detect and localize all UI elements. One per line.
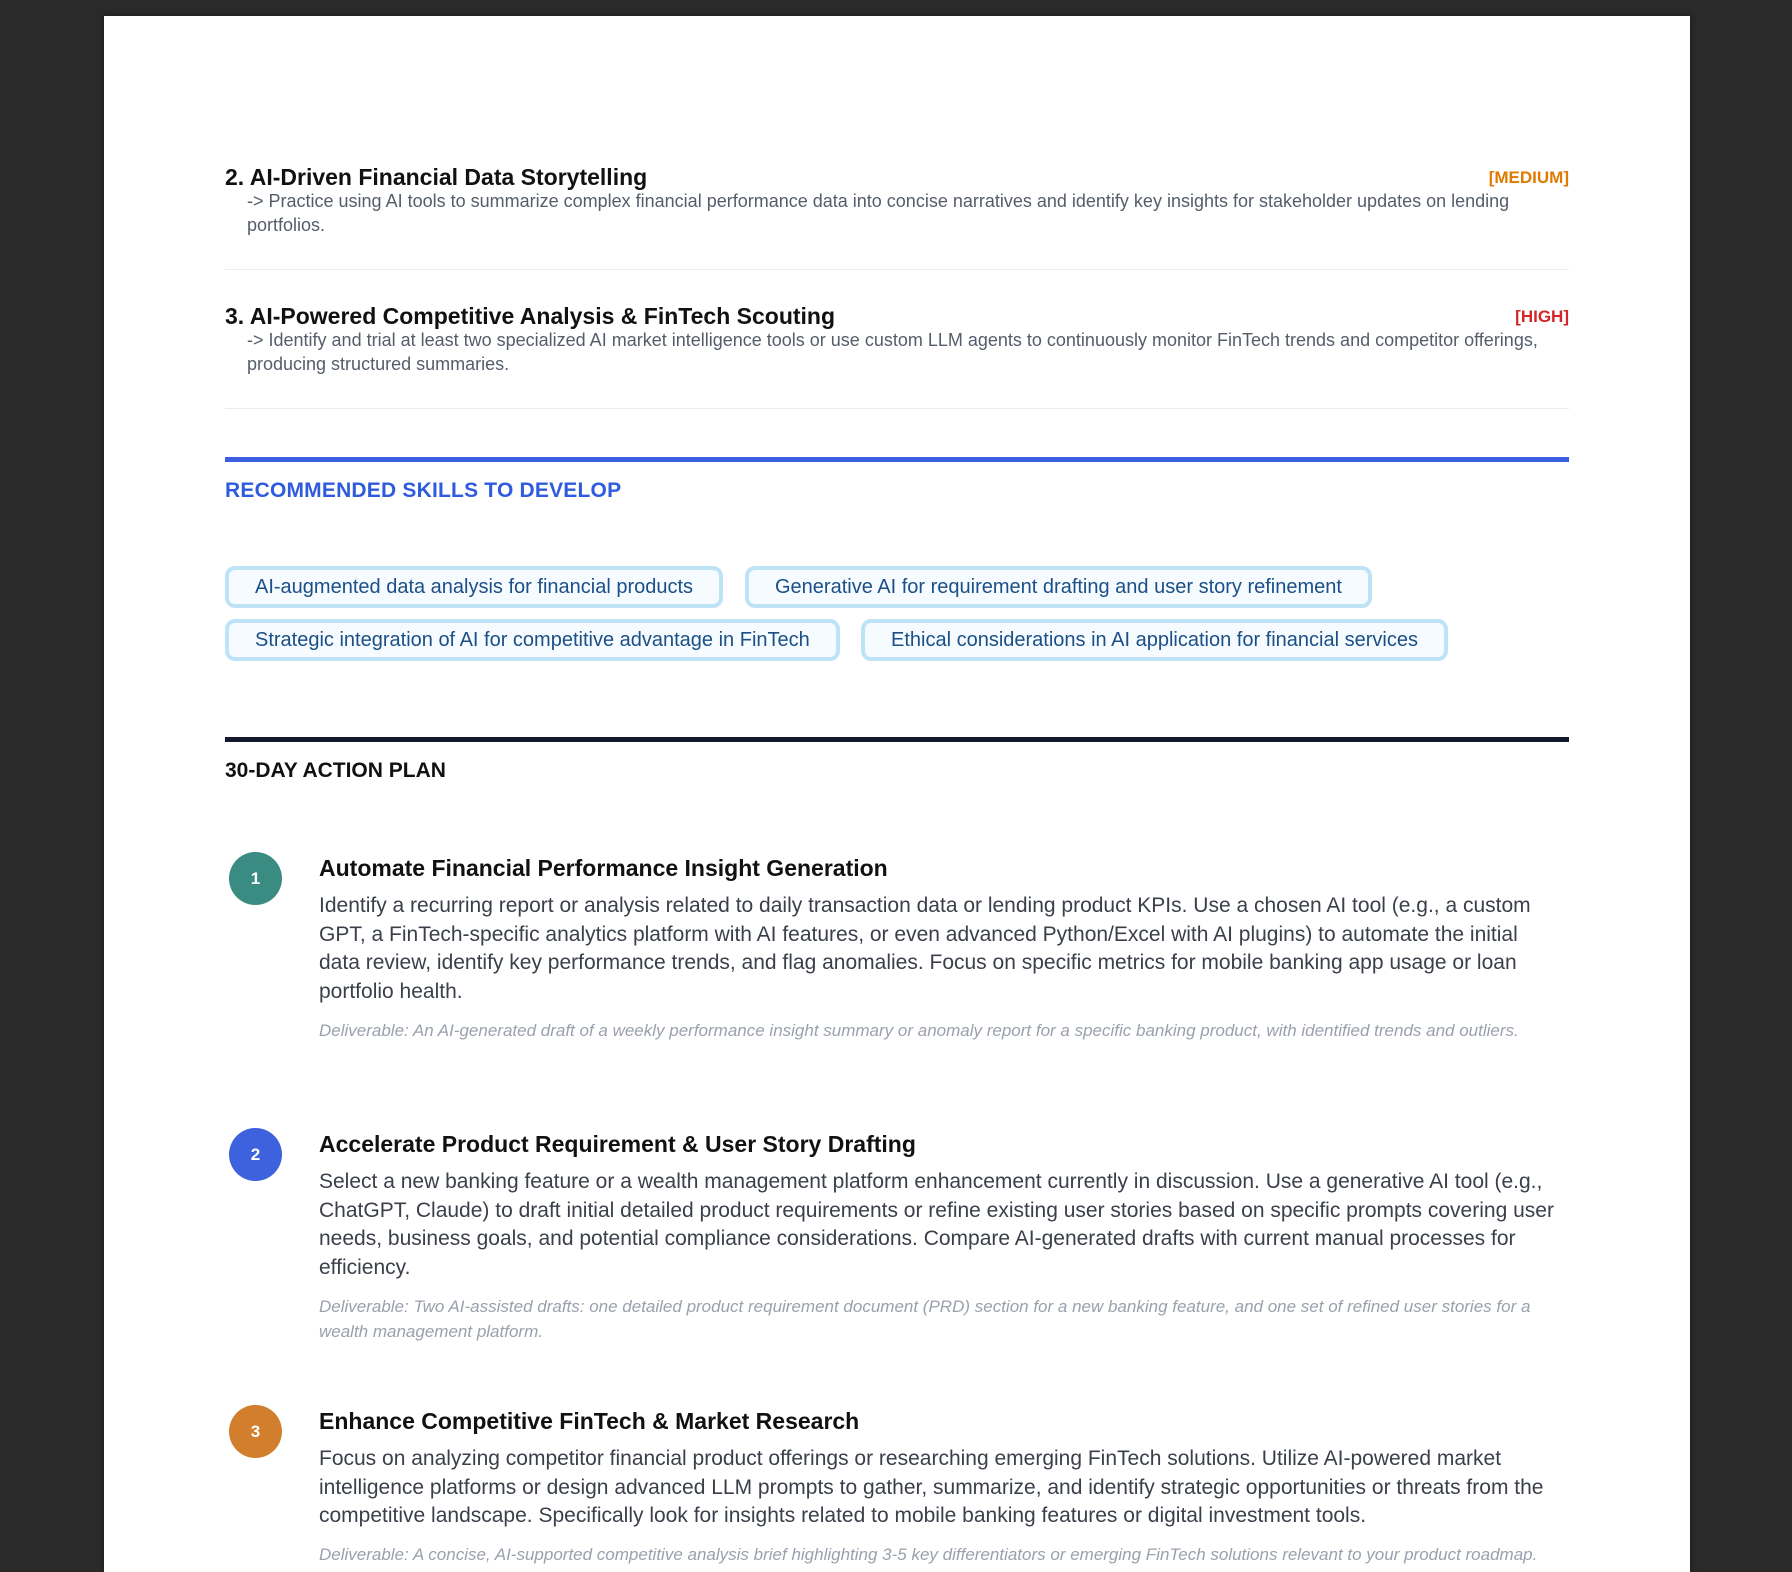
- priority-title: 2. AI-Driven Financial Data Storytelling: [225, 164, 648, 190]
- priority-item-2: [225, 164, 1569, 270]
- step-description: Select a new banking feature or a wealth management platform enhancement currently in discussion. Use a generative AI tool (e.g., ChatGPT, Claude) to draft initial detailed product requirements or refine existing user stories based on specific prompts covering user needs, business goals, and potential compliance considerations. Compare AI-generated drafts with current manual processes for efficiency.: [319, 1170, 1554, 1279]
- section-divider-blue: [225, 457, 1569, 462]
- section-divider-dark: [225, 737, 1569, 742]
- step-title: Accelerate Product Requirement & User Story Drafting: [319, 1131, 916, 1157]
- step-deliverable: Deliverable: An AI-generated draft of a weekly performance insight summary or anomaly report for a specific banking product, with identified trends and outliers.: [319, 1021, 1519, 1040]
- step-title: Automate Financial Performance Insight Generation: [319, 855, 888, 881]
- priority-tag-medium: [MEDIUM]: [1488, 168, 1569, 187]
- priority-tag-high: [HIGH]: [1515, 307, 1569, 326]
- step-number-badge: 3: [229, 1405, 282, 1458]
- step-number-badge: 2: [229, 1128, 282, 1181]
- skill-chip: AI-augmented data analysis for financial products: [225, 566, 723, 608]
- priority-item-3: [225, 303, 1569, 409]
- priority-description: -> Practice using AI tools to summarize complex financial performance data into concise narratives and identify key insights for stakeholder updates on lending portfolios.: [247, 191, 1510, 235]
- skill-chip: Strategic integration of AI for competitive advantage in FinTech: [225, 619, 840, 661]
- skill-chip: Generative AI for requirement drafting and user story refinement: [745, 566, 1372, 608]
- step-description: Focus on analyzing competitor financial product offerings or researching emerging FinTech solutions. Utilize AI-powered market intelligence platforms or design advanced LLM prompts to gather, summarize, and identify strategic opportunities or threats from the competitive landscape. Specifically look for insights related to mobile banking features or digital investment tools.: [319, 1447, 1544, 1527]
- priority-title: 3. AI-Powered Competitive Analysis & FinTech Scouting: [225, 303, 836, 329]
- action-plan-heading: 30-DAY ACTION PLAN: [225, 759, 446, 782]
- skills-heading: RECOMMENDED SKILLS TO DEVELOP: [225, 479, 622, 502]
- step-number-badge: 1: [229, 852, 282, 905]
- skill-chip: Ethical considerations in AI application for financial services: [861, 619, 1448, 661]
- document-page: [104, 16, 1690, 1572]
- step-deliverable: Deliverable: A concise, AI-supported competitive analysis brief highlighting 3-5 key differentiators or emerging FinTech solutions relevant to your product roadmap.: [319, 1545, 1538, 1564]
- step-description: Identify a recurring report or analysis related to daily transaction data or lending product KPIs. Use a chosen AI tool (e.g., a custom GPT, a FinTech-specific analytics platform with AI features, or even advanced Python/Excel with AI plugins) to automate the initial data review, identify key performance trends, and flag anomalies. Focus on specific metrics for mobile banking app usage or loan portfolio health.: [319, 894, 1531, 1003]
- step-deliverable: Deliverable: Two AI-assisted drafts: one detailed product requirement document (PRD) section for a new banking feature, and one set of refined user stories for a wealth management platform.: [319, 1297, 1531, 1341]
- step-title: Enhance Competitive FinTech & Market Research: [319, 1408, 860, 1434]
- priority-description: -> Identify and trial at least two specialized AI market intelligence tools or use custom LLM agents to continuously monitor FinTech trends and competitor offerings, producing structured summaries.: [247, 330, 1538, 374]
